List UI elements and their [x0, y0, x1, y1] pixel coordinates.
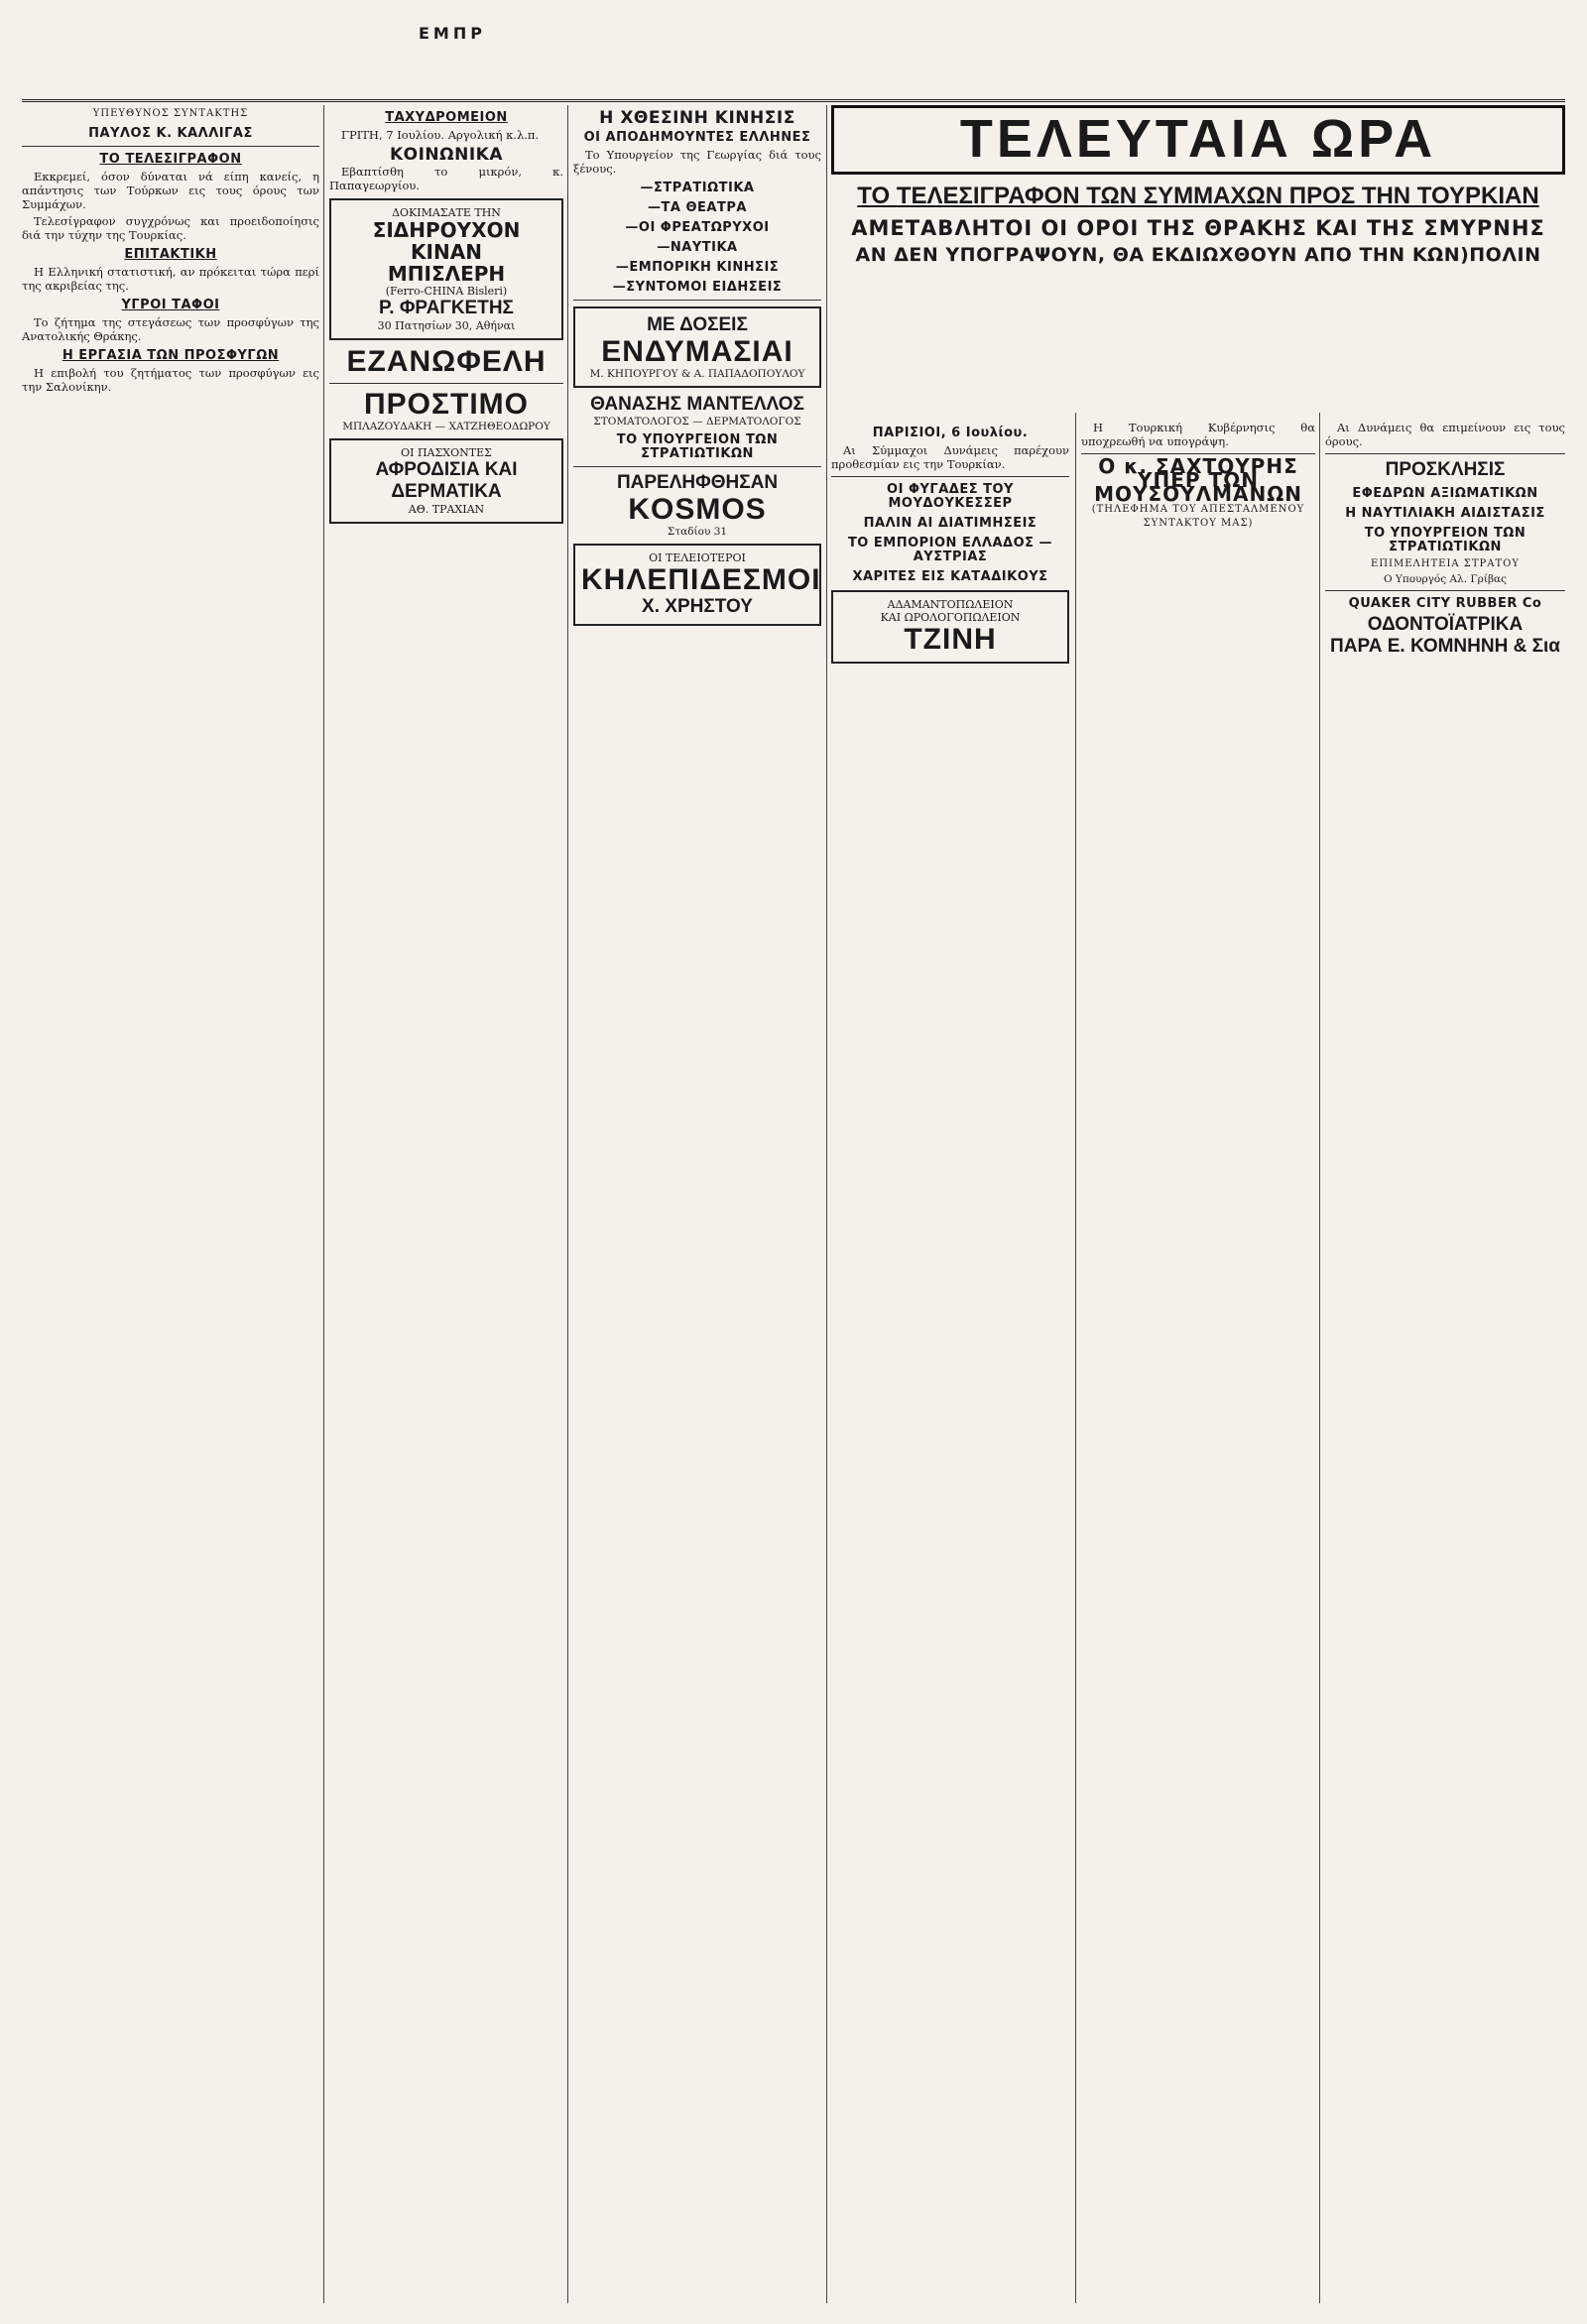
- main-headline: ΤΕΛΕΥΤΑΙΑ ΩΡΑ: [831, 105, 1565, 175]
- news-subheading: —ΕΜΠΟΡΙΚΗ ΚΙΝΗΣΙΣ: [615, 260, 780, 275]
- signature: Ο Υπουργός Αλ. Γρίβας: [1383, 573, 1507, 585]
- divider: [831, 476, 1069, 477]
- bids-heading: ΠΑΛΙΝ ΑΙ ΔΙΑΤΙΜΗΣΕΙΣ: [863, 516, 1038, 531]
- newspaper-page: [22, 22, 1565, 2303]
- call-heading: ΠΡΟΣΚΛΗΣΙΣ: [1385, 459, 1506, 480]
- news-subheading: —ΣΤΡΑΤΙΩΤΙΚΑ: [640, 181, 755, 195]
- ad-clothes-line-2: ΕΝΔΥΜΑΣΙΑΙ: [601, 335, 794, 368]
- ad-kinan-title: ΔΟΚΙΜΑΣΑΤΕ ΤΗΝ: [392, 206, 501, 219]
- ad-pharmacy: [329, 438, 563, 524]
- body-text: Αι Σύμμαχοι Δυνάμεις παρέχουν προθεσμίαν εις την Τουρκίαν.: [831, 443, 1069, 471]
- body-text: Το ζήτημα της στεγάσεως των προσφύγων της Ανατολικής Θράκης.: [22, 315, 319, 343]
- right-column-2: [1081, 421, 1315, 2303]
- ad-dentist: ΘΑΝΑΣΗΣ ΜΑΝΤΕΛΛΟΣ: [590, 394, 804, 415]
- body-text: Η Τουρκική Κυβέρνησις θα υποχρεωθή να υπογράψη.: [1081, 421, 1315, 448]
- right-column-1: [831, 421, 1069, 2303]
- ad-clothes-line-1: ΜΕ ΔΟΣΕΙΣ: [647, 314, 748, 335]
- column-rule: [567, 105, 568, 2303]
- body-text: Τελεσίγραφον συγχρόνως και προειδοποίησις διά την τύχην της Τουρκίας.: [22, 214, 319, 242]
- staff-name: ΠΑΥΛΟΣ Κ. ΚΑΛΛΙΓΑΣ: [88, 126, 253, 141]
- section-heading: ΕΠΙΤΑΚΤΙΚΗ: [124, 247, 217, 262]
- news-subheading: ΟΙ ΑΠΟΔΗΜΟΥΝΤΕΣ ΕΛΛΗΝΕΣ: [583, 130, 811, 145]
- column-rule: [826, 105, 827, 2303]
- staff-label: ΥΠΕΥΘΥΝΟΣ ΣΥΝΤΑΚΤΗΣ: [92, 108, 249, 119]
- ad-fragketis-address: 30 Πατησίων 30, Αθήναι: [377, 319, 516, 332]
- news-subheading: —ΝΑΥΤΙΚΑ: [657, 240, 738, 255]
- dateline: ΠΑΡΙΣΙΟΙ, 6 Ιουλίου.: [872, 426, 1029, 440]
- news-subheading: —ΤΑ ΘΕΑΤΡΑ: [648, 200, 747, 215]
- ad-lost: ΠΑΡΕΛΗΦΘΗΣΑΝ: [616, 472, 779, 493]
- masthead-title: ΕΜΠΡ: [419, 24, 486, 43]
- news-subheading: —ΣΥΝΤΟΜΟΙ ΕΙΔΗΣΕΙΣ: [612, 280, 783, 295]
- ad-chr: Χ. ΧΡΗΣΤΟΥ: [642, 596, 753, 617]
- ad-prostimo-name: ΜΠΛΑΖΟΥΔΑΚΗ — ΧΑΤΖΗΘΕΟΔΩΡΟΥ: [342, 421, 550, 432]
- ad-pharmacy-title: ΟΙ ΠΑΣΧΟΝΤΕΣ: [401, 446, 492, 459]
- ad-bikes-title: ΚΗΛΕΠΙΔΕΣΜΟΙ: [581, 563, 821, 596]
- column-rule: [1075, 413, 1076, 2303]
- divider: [573, 466, 821, 467]
- masthead: [22, 22, 1565, 102]
- column-2: [329, 105, 563, 2303]
- ad-rubber: QUAKER CITY RUBBER Co: [1348, 596, 1542, 611]
- ad-dentist-sub: ΣΤΟΜΑΤΟΛΟΓΟΣ — ΔΕΡΜΑΤΟΛΟΓΟΣ: [593, 416, 801, 428]
- ad-pharmacy-line: ΑΦΡΟΔΙΣΙΑ ΚΑΙ ΔΕΡΜΑΤΙΚΑ: [375, 459, 518, 502]
- wide-heading: Ο κ. ΣΑΧΤΟΥΡΗΣ ΥΠΕΡ ΤΩΝ ΜΟΥΣΟΥΛΜΑΝΩΝ: [1094, 454, 1302, 506]
- call-subheading: ΕΦΕΔΡΩΝ ΑΞΙΩΜΑΤΙΚΩΝ: [1352, 486, 1538, 501]
- column-rule: [323, 105, 324, 2303]
- refugees-heading: ΟΙ ΦΥΓΑΔΕΣ ΤΟΥ ΜΟΥΔΟΥΚΕΣΣΕΡ: [887, 482, 1014, 511]
- ad-diamond-name: ΤΖΙΝΗ: [904, 623, 997, 656]
- column-3: [573, 105, 821, 2303]
- body-text: Η επιβολή του ζητήματος των προσφύγων εις την Σαλονίκην.: [22, 366, 319, 394]
- ad-diamond-head: ΑΔΑΜΑΝΤΟΠΩΛΕΙΟΝ: [887, 598, 1014, 611]
- section-heading: Η ΕΡΓΑΣΙΑ ΤΩΝ ΠΡΟΣΦΥΓΩΝ: [61, 348, 280, 363]
- section-heading: ΥΓΡΟΙ ΤΑΦΟΙ: [121, 298, 220, 312]
- wide-subheading: (ΤΗΛΕΦΗΜΑ ΤΟΥ ΑΠΕΣΤΑΛΜΕΝΟΥ ΣΥΝΤΑΚΤΟΥ ΜΑΣ): [1091, 504, 1305, 529]
- ministry-heading: ΤΟ ΥΠΟΥΡΓΕΙΟΝ ΤΩΝ ΣΤΡΑΤΙΩΤΙΚΩΝ: [1364, 526, 1526, 554]
- thanks-heading: ΧΑΡΙΤΕΣ ΕΙΣ ΚΑΤΑΔΙΚΟΥΣ: [852, 569, 1048, 584]
- headline-3: ΑΜΕΤΑΒΛΗΤΟΙ ΟΙ ΟΡΟΙ ΤΗΣ ΘΡΑΚΗΣ ΚΑΙ ΤΗΣ ΣΜΥΡΝΗΣ: [851, 216, 1545, 240]
- headline-4: ΑΝ ΔΕΝ ΥΠΟΓΡΑΨΟΥΝ, ΘΑ ΕΚΔΙΩΧΘΟΥΝ ΑΠΟ ΤΗΝ ΚΩΝ)ΠΟΛΙΝ: [855, 244, 1541, 266]
- headline-2: ΤΟ ΤΕΛΕΣΙΓΡΑΦΟΝ ΤΩΝ ΣΥΜΜΑΧΩΝ ΠΡΟΣ ΤΗΝ ΤΟΥΡΚΙΑΝ: [857, 183, 1539, 209]
- divider: [22, 146, 319, 147]
- body-text: Η Ελληνική στατιστική, αν πρόκειται τώρα περί της ακριβείας της.: [22, 265, 319, 293]
- ad-kosmos: KOSMOS: [628, 493, 767, 526]
- ad-ezanofeli: ΕΖΑΝΩΦΕΛΗ: [346, 345, 547, 378]
- news-subheading: —ΟΙ ΦΡΕΑΤΩΡΥΧΟΙ: [625, 220, 770, 235]
- body-text: ΓΡΙΤΗ, 7 Ιουλίου. Αργολική κ.λ.π.: [341, 128, 540, 142]
- divider: [573, 300, 821, 301]
- ministry-subheading: ΕΠΙΜΕΛΗΤΕΙΑ ΣΤΡΑΤΟΥ: [1371, 558, 1520, 569]
- ad-bikes: [573, 544, 821, 626]
- ad-kosmos-address: Σταδίου 31: [667, 526, 728, 538]
- right-block: [831, 105, 1565, 2303]
- ad-komnini: ΠΑΡΑ Ε. ΚΟΜΝΗΝΗ & Σια: [1330, 636, 1560, 657]
- column-rule: [1319, 413, 1320, 2303]
- body-text: Αι Δυνάμεις θα επιμείνουν εις τους όρους.: [1325, 421, 1565, 448]
- column-1: [22, 105, 319, 2303]
- ad-diamond: [831, 590, 1069, 664]
- ad-ministry: ΤΟ ΥΠΟΥΡΓΕΙΟΝ ΤΩΝ ΣΤΡΑΤΙΩΤΙΚΩΝ: [616, 432, 779, 461]
- ad-clothes: [573, 306, 821, 388]
- ad-pharmacy-name: ΑΘ. ΤΡΑΧΙΑΝ: [408, 503, 485, 516]
- divider: [1325, 590, 1565, 591]
- ad-prostimo: ΠΡΟΣΤΙΜΟ: [364, 388, 529, 421]
- body-text: Το Υπουργείον της Γεωργίας διά τους ξένους.: [573, 148, 821, 176]
- ad-clothes-shop: Μ. ΚΗΠΟΥΡΓΟΥ & Α. ΠΑΠΑΔΟΠΟΥΛΟΥ: [589, 368, 805, 380]
- right-column-3: [1325, 421, 1565, 2303]
- ad-kinan-sub: (Ferro-CHINA Bisleri): [385, 285, 508, 298]
- loan-heading: ΤΟ ΕΜΠΟΡΙΟΝ ΕΛΛΑΔΟΣ — ΑΥΣΤΡΙΑΣ: [847, 536, 1053, 564]
- ad-diamond-sub: ΚΑΙ ΩΡΟΛΟΓΟΠΩΛΕΙΟΝ: [880, 611, 1021, 624]
- body-text: Εκκρεμεί, όσον δύναται νά είπη κανείς, η απάντησις των Τούρκων εις τους όρους των Συμμάχων.: [22, 170, 319, 211]
- section-heading: ΤΟ ΤΕΛΕΣΙΓΡΑΦΟΝ: [99, 152, 242, 167]
- ad-kinan-name: ΣΙΔΗΡΟΥΧΟΝ ΚΙΝΑΝ: [372, 218, 521, 264]
- post-heading: ΤΑΧΥΔΡΟΜΕΙΟΝ: [385, 110, 508, 125]
- ad-kinan-brand: ΜΠΙΣΛΕΡΗ: [387, 262, 506, 286]
- ad-dental: ΟΔΟΝΤΟΪΑΤΡΙΚΑ: [1367, 614, 1524, 635]
- news-heading: Η ΧΘΕΣΙΝΗ ΚΙΝΗΣΙΣ: [599, 108, 795, 128]
- navy-heading: Η ΝΑΥΤΙΛΙΑΚΗ ΑΙΔΙΣΤΑΣΙΣ: [1345, 506, 1545, 521]
- divider: [329, 383, 563, 384]
- ad-kinan: [329, 198, 563, 340]
- ad-fragketis: Ρ. ΦΡΑΓΚΕΤΗΣ: [379, 298, 514, 318]
- social-heading: ΚΟΙΝΩΝΙΚΑ: [389, 145, 503, 165]
- ad-latest: ΟΙ ΤΕΛΕΙΟΤΕΡΟΙ: [649, 551, 746, 564]
- body-text: Εβαπτίσθη το μικρόν, κ. Παπαγεωργίου.: [329, 165, 563, 192]
- divider: [1325, 453, 1565, 454]
